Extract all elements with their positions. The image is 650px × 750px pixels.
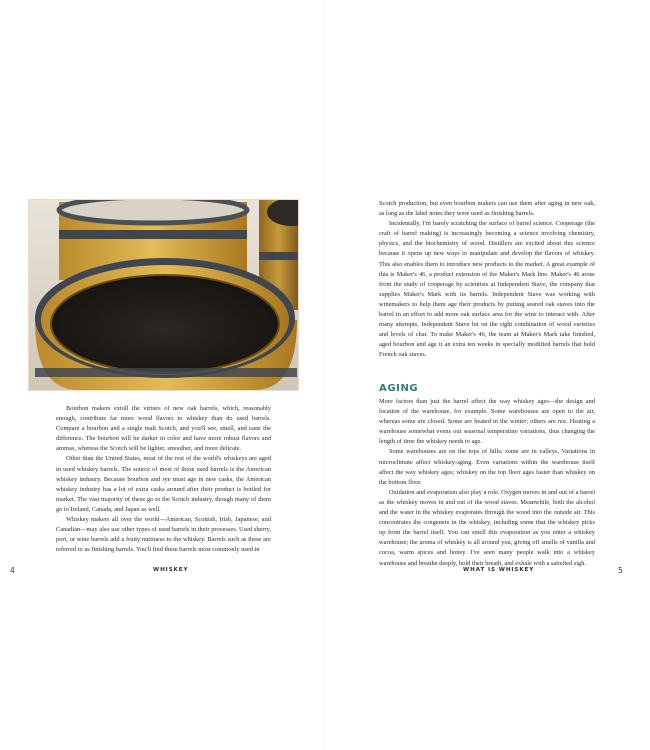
section-heading: AGING (379, 383, 419, 394)
running-head-left: WHISKEY (153, 567, 189, 573)
running-head-right: WHAT IS WHISKEY (463, 567, 535, 573)
barrel-photo-icon (29, 200, 298, 390)
aging-section (379, 383, 595, 569)
paragraph: Oxidation and evaporation also play a role. Oxygen moves in and out of a barrel as the whiskey moves in and out of the wood staves. Meanwhile, both the alcohol and the water in the whiskey evaporates through the wood into the outside air. This concentrates the congeners in the whiskey, including some that the whiskey picks up from the barrel itself. You can smell this evaporation as you enter a whiskey warehouse; the aroma of whiskey is all around you, giving off smells of vanilla and cocoa, warm spices and honey. I've seen many people walk into a whiskey warehouse and breathe deeply, hold their breath, and exhale with a satisfied sigh. (379, 488, 595, 567)
paragraph: Incidentally, I'm barely scratching the surface of barrel science. Cooperage (the craft of barrel making) is increasingly becoming a science involving chemistry, physics, and the biochemistry of wood. Distillers are excited about this science because it opens up new ways to manipulate and develop the flavors of whiskey. This also enables them to introduce new products to the market. A great example of this is Maker's 46, a product extension of the Maker's Mark line. Maker's 46 arose from the study of cooperage by scientists at Independent Stave, the company that supplies Maker's Mark with its barrels. Independent Stave was working with winemakers to help them age their products by putting seared oak staves into the barrel in an effort to add more oak surface area for the wine to interact with. After many attempts, Independent Stave hit on the right combination of wood varieties and levels of char. To make Maker's 46, the team at Maker's Mark take finished, aged bourbon and age it an extra ten weeks in specially modified barrels that hold French oak staves. (379, 220, 595, 359)
paragraph: Whiskey makers all over the world—American, Scottish, Irish, Japanese, and Canadian—may also use other types of used barrels in their processes. Used sherry, port, or wine barrels add a fruity nuttiness to the whiskey. Barrels such as these are referred to as finishing barrels. You'll find these barrels most commonly used in (56, 516, 271, 554)
page-number-right: 5 (618, 566, 623, 575)
paragraph: More factors than just the barrel affect the way whiskey ages—the design and location of the warehouse, for example. Some warehouses are open to the air, whereas some are closed. Some are heated in the winter; others are not. Heating a warehouse somewhat evens out seasonal temperature variations, thus changing the length of time the whiskey needs to age. (379, 398, 595, 446)
paragraph: Other than the United States, most of the rest of the world's whiskeys are aged in used whiskey barrels. The source of most of these used barrels is the American whiskey industry. Because bourbon and rye must age in new casks, the American whiskey industry has a lot of extra casks around after their product is bottled for market. The vast majority of these go to the Scotch industry, though many of them go to Ireland, Canada, and Japan as well. (56, 455, 271, 513)
paragraph: Bourbon makers extoll the virtues of new oak barrels, which, reasonably enough, contribute far more wood flavors to whiskey than do used barrels. Compare a bourbon and a single malt Scotch, and you'll see, smell, and taste the difference. The bourbon will be darker in color and have more robust flavors and aromas, whereas the Scotch will be lighter, smoother, and more delicate. (56, 405, 271, 453)
left-page-text (56, 404, 271, 555)
page-number-left: 4 (10, 566, 15, 575)
page-gutter (324, 0, 326, 750)
right-page-text (379, 199, 595, 361)
paragraph: Some warehouses are on the tops of hills; some are in valleys. Variations in microclimate affect whiskey-aging. Even variations within the warehouse itself affect the way whiskey ages; whiskey on the top floor ages faster than whiskey on the bottom floor. (379, 448, 595, 486)
paragraph: Scotch production, but even bourbon makers can use them after aging in new oak, as long as the label notes they were used as finishing barrels. (379, 200, 595, 218)
barrel-photo (28, 199, 299, 391)
